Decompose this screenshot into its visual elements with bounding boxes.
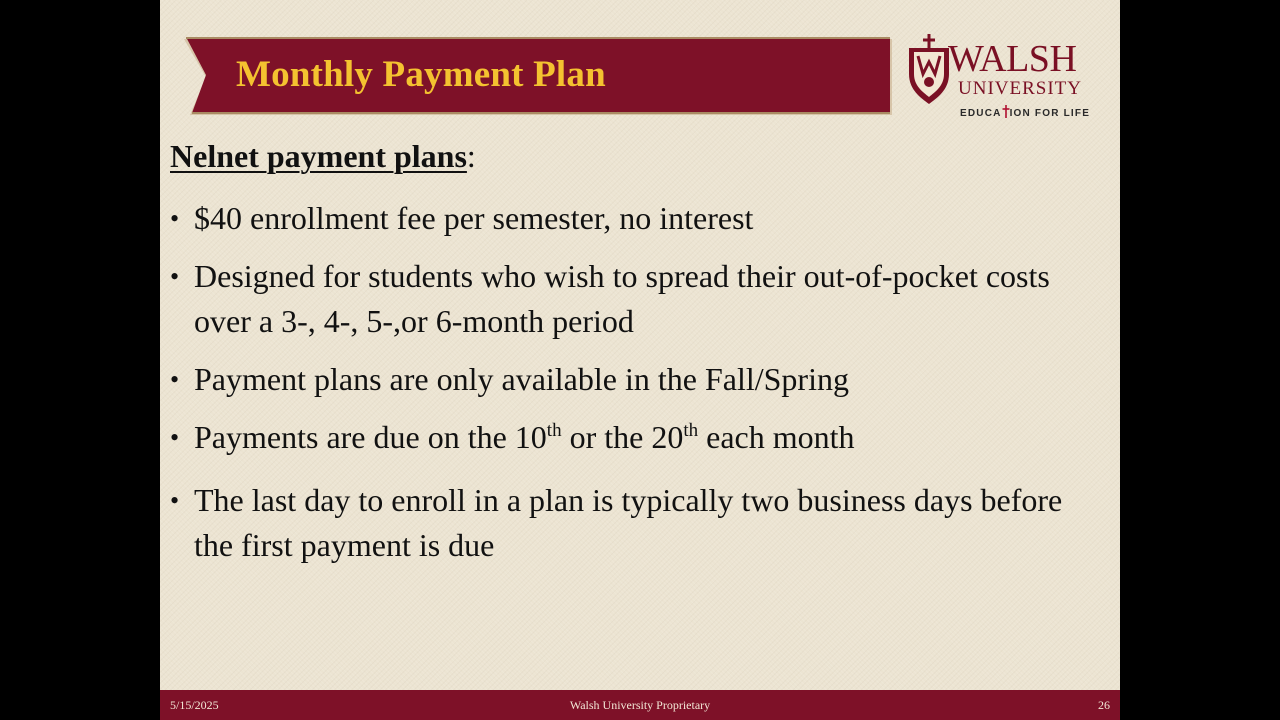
bullet-dot: • — [170, 423, 180, 452]
bullet-text: Payment plans are only available in the Fall/Spring — [194, 361, 849, 397]
bullet-item — [170, 478, 1105, 568]
heading-underlined: Nelnet payment plans — [170, 138, 467, 174]
bullet-text-part-2: or the 20 — [561, 419, 684, 455]
bullet-item — [170, 254, 1105, 344]
slide — [160, 0, 1120, 720]
footer-center-text: Walsh University Proprietary — [569, 698, 711, 712]
page-number: 26 — [1098, 698, 1110, 712]
bullet-text-part-1: Payments are due on the 10 — [194, 419, 547, 455]
bullet-dot: • — [170, 262, 180, 291]
logo-tagline-part-1: EDUCA — [960, 108, 1002, 119]
superscript: th — [683, 420, 699, 441]
bullet-item — [170, 196, 1105, 241]
bullet-dot: • — [170, 486, 180, 515]
cross-icon — [1002, 105, 1010, 118]
logo-subtitle: UNIVERSITY — [958, 78, 1082, 99]
heading-suffix: : — [466, 138, 476, 174]
slide-footer — [160, 690, 1120, 720]
bullet-dot: • — [170, 365, 180, 394]
crest-icon — [904, 34, 954, 106]
bullet-text-part-3: each month — [698, 419, 855, 455]
section-heading — [170, 138, 476, 175]
bullet-text: The last day to enroll in a plan is typically two business days before the first payment is due — [194, 482, 1063, 563]
bullet-list — [170, 196, 1105, 581]
bullet-item — [170, 415, 1105, 465]
superscript: th — [546, 420, 562, 441]
title-banner — [184, 37, 896, 117]
bullet-dot: • — [170, 204, 180, 233]
walsh-logo — [904, 32, 1100, 122]
logo-name: WALSH — [948, 38, 1077, 80]
bullet-text: Designed for students who wish to spread their out-of-pocket costs over a 3-, 4-, 5-,or 6-month period — [194, 258, 1050, 339]
logo-tagline-part-2: ION FOR LIFE — [1009, 108, 1091, 119]
bullet-text: $40 enrollment fee per semester, no interest — [194, 200, 754, 236]
bullet-item — [170, 357, 1105, 402]
footer-date: 5/15/2025 — [170, 698, 219, 712]
slide-title: Monthly Payment Plan — [236, 54, 606, 95]
logo-tagline — [960, 105, 1090, 119]
